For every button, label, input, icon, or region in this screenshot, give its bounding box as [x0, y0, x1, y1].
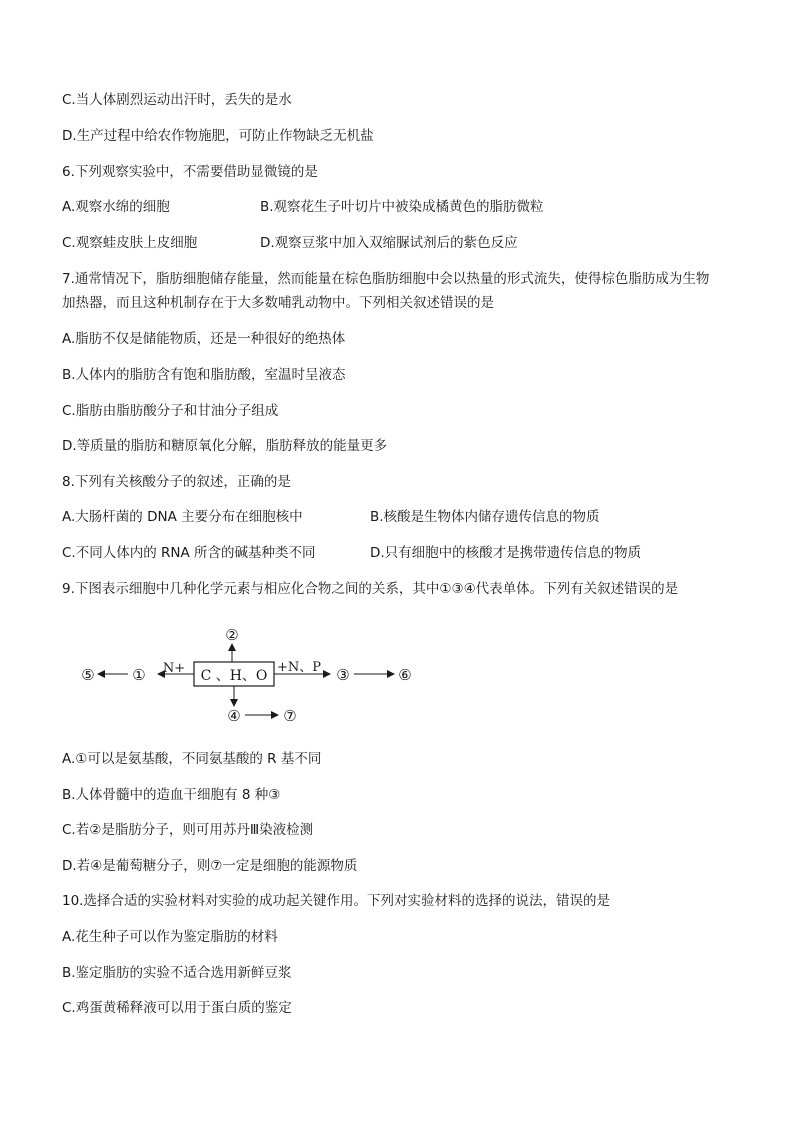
option-6b: B.观察花生子叶切片中被染成橘黄色的脂肪微粒 — [260, 199, 544, 215]
option-10b: B.鉴定脂肪的实验不适合选用新鲜豆浆 — [62, 965, 292, 981]
element-compound-diagram — [62, 610, 422, 735]
option-7a: A.脂肪不仅是储能物质，还是一种很好的绝热体 — [62, 331, 346, 347]
question-8: 8.下列有关核酸分子的叙述，正确的是 — [62, 474, 291, 490]
question-10: 10.选择合适的实验材料对实验的成功起关键作用。下列对实验材料的选择的说法，错误的是 — [62, 893, 610, 909]
left-label: N+ — [162, 661, 186, 676]
node-3: ③ — [336, 666, 350, 684]
question-6: 6.下列观察实验中，不需要借助显微镜的是 — [62, 164, 318, 180]
option-9d: D.若④是葡萄糖分子，则⑦一定是细胞的能源物质 — [62, 858, 358, 874]
option-10c: C.鸡蛋黄稀释液可以用于蛋白质的鉴定 — [62, 1000, 292, 1016]
option-5d: D.生产过程中给农作物施肥，可防止作物缺乏无机盐 — [62, 128, 374, 144]
option-8a: A.大肠杆菌的 DNA 主要分布在细胞核中 — [62, 509, 303, 525]
option-7d: D.等质量的脂肪和糖原氧化分解，脂肪释放的能量更多 — [62, 438, 388, 454]
question-7-line1: 7.通常情况下，脂肪细胞储存能量，然而能量在棕色脂肪细胞中会以热量的形式流失，使得棕色脂肪成为生物 — [62, 271, 710, 287]
question-7-line2: 加热器，而且这种机制存在于大多数哺乳动物中。下列相关叙述错误的是 — [62, 295, 494, 311]
question-9: 9.下图表示细胞中几种化学元素与相应化合物之间的关系，其中①③④代表单体。下列有关叙述错误的是 — [62, 581, 679, 597]
node-7: ⑦ — [283, 707, 297, 725]
node-4: ④ — [227, 707, 241, 725]
option-9a: A.①可以是氨基酸，不同氨基酸的 R 基不同 — [62, 751, 322, 767]
option-6a: A.观察水绵的细胞 — [62, 199, 170, 215]
center-label: C 、H、O — [200, 668, 268, 684]
right-label: +N、P — [276, 660, 322, 675]
option-9b: B.人体骨髓中的造血干细胞有 8 种③ — [62, 787, 281, 803]
option-9c: C.若②是脂肪分子，则可用苏丹Ⅲ染液检测 — [62, 822, 314, 838]
option-8c: C.不同人体内的 RNA 所含的碱基种类不同 — [62, 545, 316, 561]
option-5c: C.当人体剧烈运动出汗时，丢失的是水 — [62, 92, 292, 108]
node-5: ⑤ — [81, 666, 95, 684]
option-7c: C.脂肪由脂肪酸分子和甘油分子组成 — [62, 403, 279, 419]
option-6c: C.观察蛙皮肤上皮细胞 — [62, 235, 198, 251]
node-1: ① — [132, 666, 146, 684]
option-6d: D.观察豆浆中加入双缩脲试剂后的紫色反应 — [260, 235, 518, 251]
node-2: ② — [225, 626, 239, 644]
node-6: ⑥ — [398, 666, 412, 684]
option-10a: A.花生种子可以作为鉴定脂肪的材料 — [62, 929, 278, 945]
option-7b: B.人体内的脂肪含有饱和脂肪酸，室温时呈液态 — [62, 367, 346, 383]
option-8b: B.核酸是生物体内储存遗传信息的物质 — [370, 509, 600, 525]
option-8d: D.只有细胞中的核酸才是携带遗传信息的物质 — [370, 545, 642, 561]
